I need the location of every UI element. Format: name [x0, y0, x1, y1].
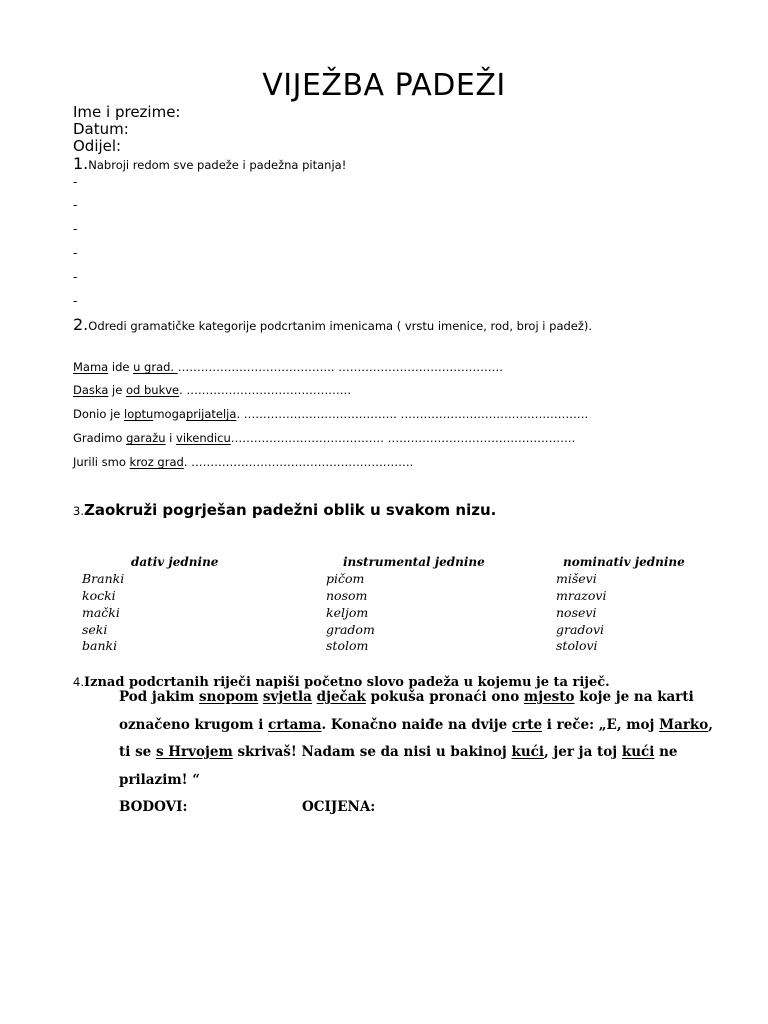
text-segment: ide: [108, 360, 134, 374]
column-header-dative: dativ jednine: [131, 555, 219, 569]
text-segment: . ………………………………………………….: [183, 455, 414, 469]
table-cell: banki: [82, 638, 118, 653]
underlined-word: loptu: [124, 407, 154, 421]
underlined-word: mjesto: [523, 689, 575, 705]
paragraph-line-4: [119, 772, 200, 788]
paragraph-line-3: [119, 744, 677, 760]
exercise-line-1: [73, 360, 503, 374]
exercise-line-3: [73, 407, 588, 421]
underlined-word: s Hrvojem: [155, 744, 233, 760]
underlined-word: Marko: [659, 717, 709, 733]
table-cell: kocki: [82, 588, 116, 603]
underlined-word: od bukve: [126, 383, 180, 397]
table-cell: mrazovi: [556, 588, 607, 603]
date-field-label: Datum:: [73, 120, 129, 138]
text-segment: . …………………………………. ………………………………………….: [236, 407, 589, 421]
question-4-text: Iznad podcrtanih riječi napiši početno slovo padeža u kojemu je ta riječ.: [83, 675, 610, 690]
question-2: [73, 315, 592, 334]
text-segment: i: [165, 431, 177, 445]
text-segment: Pod jakim: [119, 689, 200, 705]
question-1-text: Nabroji redom sve padeže i padežna pitanja!: [88, 158, 347, 172]
text-segment: Donio je: [73, 407, 124, 421]
question-2-number: 2.: [73, 315, 89, 334]
text-segment: skrivaš! Nadam se da nisi u bakinoj: [232, 744, 512, 760]
answer-dash-1: -: [73, 175, 78, 189]
text-segment: moga: [153, 407, 186, 421]
text-segment: ne: [654, 744, 678, 760]
table-cell: nosom: [326, 588, 368, 603]
exercise-line-5: [73, 455, 413, 469]
exercise-line-2: [73, 383, 351, 397]
underlined-word: garažu: [126, 431, 166, 445]
underlined-word: prijatelja: [185, 407, 237, 421]
underlined-word: Daska: [73, 383, 109, 397]
column-header-instrumental: instrumental jednine: [343, 555, 485, 569]
underlined-word: svjetla: [262, 689, 312, 705]
underlined-word: Mama: [73, 360, 109, 374]
text-segment: označeno krugom i: [119, 717, 269, 733]
text-segment: Gradimo: [73, 431, 127, 445]
text-segment: ………………………………….. …………………………………….: [177, 360, 503, 374]
text-segment: , jer ja toj: [544, 744, 622, 760]
table-cell: stolom: [326, 638, 369, 653]
text-segment: . …………………………………….: [179, 383, 352, 397]
answer-dash-4: -: [73, 246, 78, 260]
table-cell: gradovi: [556, 622, 605, 637]
question-3: [73, 500, 496, 519]
answer-dash-2: -: [73, 198, 78, 212]
text-segment: je: [108, 383, 126, 397]
text-segment: koje je na karti: [574, 689, 694, 705]
question-3-text: Zaokruži pogrješan padežni oblik u svakom nizu.: [83, 501, 497, 519]
underlined-word: crtama: [268, 717, 322, 733]
table-cell: stolovi: [556, 638, 598, 653]
underlined-word: kući: [621, 744, 655, 760]
grade-label: OCIJENA:: [302, 799, 376, 815]
underlined-word: crte: [511, 717, 543, 733]
underlined-word: kući: [511, 744, 544, 760]
question-1: [73, 154, 346, 173]
text-segment: . Konačno naiđe na dvije: [321, 717, 512, 733]
text-segment: Jurili smo: [73, 455, 130, 469]
underlined-word: dječak: [316, 689, 366, 705]
table-cell: nosevi: [556, 605, 597, 620]
text-segment: ti se: [119, 744, 156, 760]
paragraph-line-1: [119, 689, 694, 705]
table-cell: keljom: [326, 605, 369, 620]
text-segment: prilazim! “: [119, 772, 201, 788]
table-cell: pičom: [326, 571, 365, 586]
page-title: VIJEŽBA PADEŽI: [262, 68, 506, 103]
text-segment: …………………………………. ………………………………………….: [230, 431, 576, 445]
table-cell: seki: [82, 622, 108, 637]
exercise-line-4: [73, 431, 575, 445]
question-2-text: Odredi gramatičke kategorije podcrtanim imenicama ( vrstu imenice, rod, broj i padež).: [88, 319, 593, 333]
answer-dash-5: -: [73, 270, 78, 284]
points-label: BODOVI:: [119, 799, 188, 815]
class-field-label: Odijel:: [73, 137, 122, 155]
text-segment: i reče: „E, moj: [542, 717, 660, 733]
question-3-number: 3.: [73, 504, 84, 518]
underlined-word: kroz grad: [129, 455, 184, 469]
question-4-number: 4.: [73, 675, 84, 689]
question-4: [73, 671, 610, 690]
underlined-word: vikendicu: [176, 431, 231, 445]
underlined-word: u grad.: [133, 360, 178, 374]
paragraph-line-2: [119, 717, 713, 733]
text-segment: pokuša pronaći ono: [365, 689, 524, 705]
table-cell: Branki: [82, 571, 125, 586]
underlined-word: snopom: [199, 689, 259, 705]
text-segment: ,: [708, 717, 713, 733]
question-1-number: 1.: [73, 154, 89, 173]
name-field-label: Ime i prezime:: [73, 103, 181, 121]
column-header-nominative: nominativ jednine: [563, 555, 685, 569]
answer-dash-3: -: [73, 222, 78, 236]
table-cell: miševi: [556, 571, 597, 586]
answer-dash-6: -: [73, 294, 78, 308]
table-cell: mački: [82, 605, 120, 620]
table-cell: gradom: [326, 622, 375, 637]
